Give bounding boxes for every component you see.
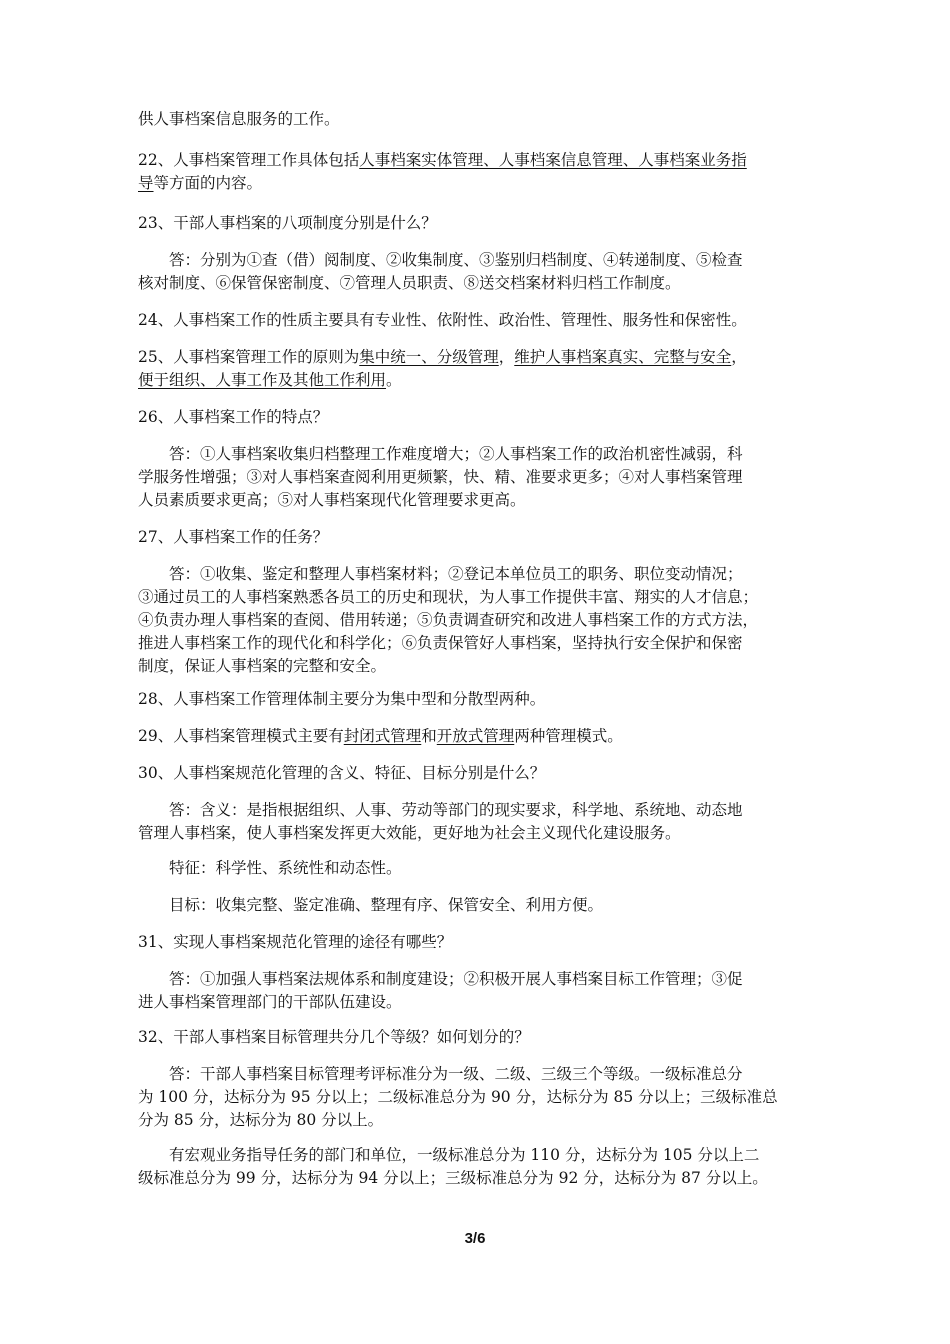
question-32	[138, 1026, 808, 1049]
paragraph-q25	[138, 346, 808, 392]
text-line: 23、干部人事档案的八项制度分别是什么？	[138, 214, 437, 232]
question-30	[138, 762, 808, 785]
paragraph-q24	[138, 309, 808, 332]
paragraph-q22	[138, 149, 808, 195]
answer-23	[138, 249, 808, 295]
text-line: ④负责办理人事档案的查阅、借用转递；⑤负责调查研究和改进人事档案工作的方式方法，	[138, 611, 759, 629]
text-line: 答：干部人事档案目标管理考评标准分为一级、二级、三级三个等级。一级标准总分	[169, 1065, 743, 1083]
text-line	[138, 369, 808, 392]
question-31	[138, 931, 808, 954]
text-line: 特征：科学性、系统性和动态性。	[169, 859, 402, 877]
text-line: 学服务性增强；③对人事档案查阅利用更频繁，快、精、准要求更多；④对人事档案管理	[138, 468, 743, 486]
answer-30	[138, 799, 808, 845]
answer-32-extra	[138, 1144, 808, 1190]
paragraph	[138, 108, 808, 131]
text-span: ，	[498, 348, 515, 366]
underlined-answer: 开放式管理	[436, 727, 515, 745]
text-span: ，	[731, 348, 747, 366]
question-26	[138, 406, 808, 429]
answer-27	[138, 563, 808, 678]
underlined-answer: 维护人事档案真实、完整与安全	[514, 348, 732, 366]
text-span: 等方面的内容。	[153, 174, 263, 192]
text-span: 两种管理模式。	[514, 727, 623, 745]
page-number: 3/6	[464, 1230, 486, 1247]
question-23	[138, 212, 808, 235]
text-line: 分为 85 分，达标分为 80 分以上。	[138, 1111, 384, 1129]
text-line: 为 100 分，达标分为 95 分以上；二级标准总分为 90 分，达标分为 85 分以上；三级标准总	[138, 1088, 778, 1106]
text-line: 人员素质要求更高；⑤对人事档案现代化管理要求更高。	[138, 491, 526, 509]
text-line	[138, 725, 808, 748]
underlined-answer: 便于组织、人事工作及其他工作利用	[138, 371, 387, 389]
text-line: 30、人事档案规范化管理的含义、特征、目标分别是什么？	[138, 764, 546, 782]
text-line: 目标：收集完整、鉴定准确、整理有序、保管安全、利用方便。	[169, 896, 604, 914]
text-line: 28、人事档案工作管理体制主要分为集中型和分散型两种。	[138, 690, 546, 708]
text-line	[138, 149, 808, 172]
text-line: 答：分别为①查（借）阅制度、②收集制度、③鉴别归档制度、④转递制度、⑤检查	[169, 251, 743, 269]
text-span: 和	[421, 727, 437, 745]
text-line: 27、人事档案工作的任务？	[138, 528, 329, 546]
text-line: 级标准总分为 99 分，达标分为 94 分以上；三级标准总分为 92 分，达标分为 87 分以上。	[138, 1169, 768, 1187]
underlined-answer: 封闭式管理	[343, 727, 422, 745]
paragraph-q29	[138, 725, 808, 748]
text-line	[138, 346, 808, 369]
text-line	[138, 172, 808, 195]
text-line: 31、实现人事档案规范化管理的途径有哪些？	[138, 933, 453, 951]
text-line: 有宏观业务指导任务的部门和单位，一级标准总分为 110 分，达标分为 105 分以上二	[169, 1146, 760, 1164]
text-line: 管理人事档案，使人事档案发挥更大效能，更好地为社会主义现代化建设服务。	[138, 824, 681, 842]
text-line: 24、人事档案工作的性质主要具有专业性、依附性、政治性、管理性、服务性和保密性。	[138, 311, 747, 329]
text-line: 答：含义：是指根据组织、人事、劳动等部门的现实要求，科学地、系统地、动态地	[169, 801, 743, 819]
question-27	[138, 526, 808, 549]
underlined-answer: 集中统一、分级管理	[359, 348, 499, 366]
text-line: 26、人事档案工作的特点？	[138, 408, 329, 426]
answer-26	[138, 443, 808, 512]
text-line: 答：①人事档案收集归档整理工作难度增大；②人事档案工作的政治机密性减弱，科	[169, 445, 743, 463]
text-line: 32、干部人事档案目标管理共分几个等级？如何划分的？	[138, 1028, 530, 1046]
answer-31	[138, 968, 808, 1014]
text-line: 核对制度、⑥保管保密制度、⑦管理人员职责、⑧送交档案材料归档工作制度。	[138, 274, 681, 292]
answer-30-goals	[138, 894, 808, 917]
text-span: 29、人事档案管理模式主要有	[138, 727, 344, 745]
text-line: 答：①收集、鉴定和整理人事档案材料；②登记本单位员工的职务、职位变动情况；	[169, 565, 743, 583]
paragraph-q28	[138, 688, 808, 711]
text-span: 25、人事档案管理工作的原则为	[138, 348, 360, 366]
text-span: 22、人事档案管理工作具体包括	[138, 151, 360, 169]
text-span: 。	[386, 371, 402, 389]
answer-30-features	[138, 857, 808, 880]
text-line: 推进人事档案工作的现代化和科学化；⑥负责保管好人事档案，坚持执行安全保护和保密	[138, 634, 743, 652]
text-line: ③通过员工的人事档案熟悉各员工的历史和现状，为人事工作提供丰富、翔实的人才信息；	[138, 588, 759, 606]
text-line: 供人事档案信息服务的工作。	[138, 110, 340, 128]
text-line: 制度，保证人事档案的完整和安全。	[138, 657, 387, 675]
text-line: 进人事档案管理部门的干部队伍建设。	[138, 993, 402, 1011]
answer-32	[138, 1063, 808, 1132]
underlined-answer: 人事档案实体管理、人事档案信息管理、人事档案业务指	[359, 151, 747, 169]
underlined-answer: 导	[138, 174, 154, 192]
text-line: 答：①加强人事档案法规体系和制度建设；②积极开展人事档案目标工作管理；③促	[169, 970, 743, 988]
